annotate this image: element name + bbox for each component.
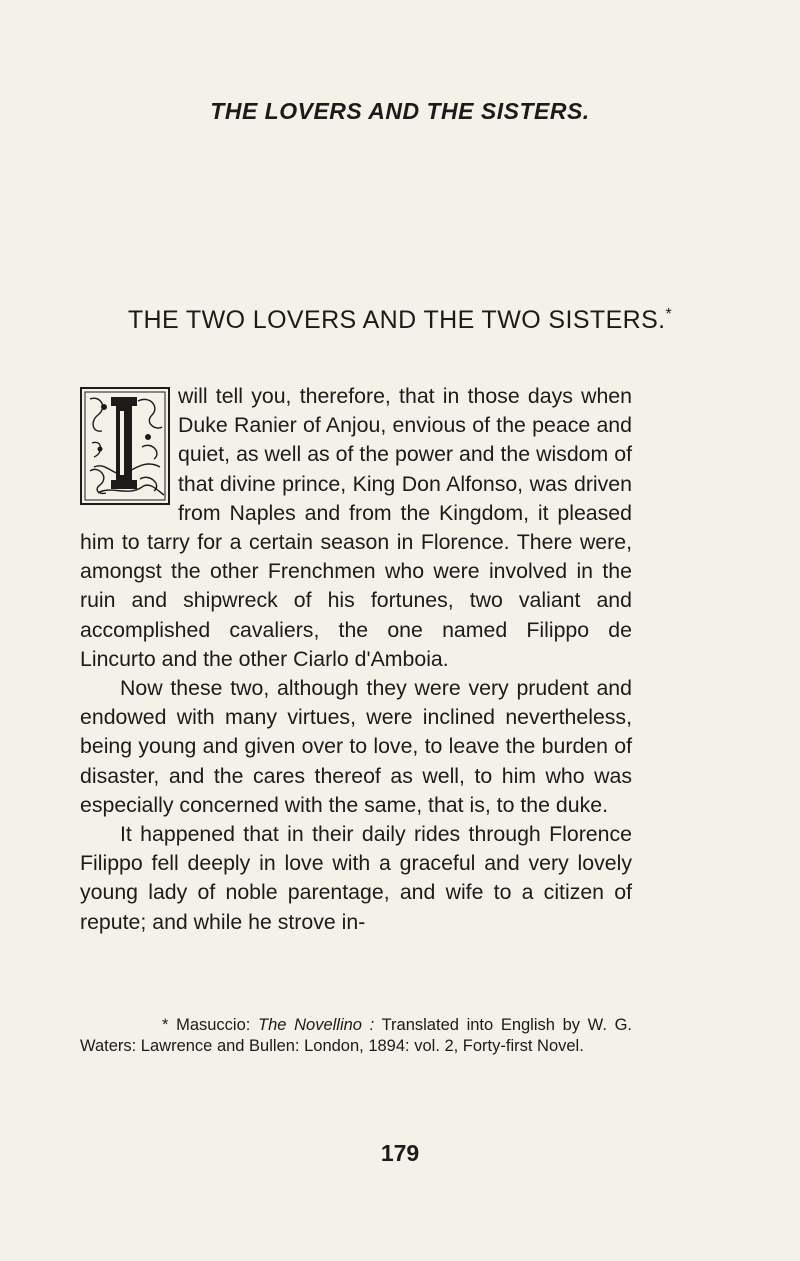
footnote-mark: *	[162, 1016, 169, 1034]
footnote-work: The Novellino :	[258, 1016, 375, 1034]
chapter-title-text: THE TWO LOVERS AND THE TWO SISTERS.	[127, 306, 666, 334]
footnote-citation: Translated into English by W. G. Waters: Lawrence and Bullen: London, 1894: vol. 2, Forty-first Novel.	[80, 1016, 632, 1055]
paragraph-1: will tell you, therefore, that in those days when Duke Ranier of Anjou, envious of the peace and quiet, as well as of the power and the wisdom of that divine prince, King Don Alfonso, was driven from Naples and from the Kingdom, it pleased him to tarry for a certain season in Florence. There were, amongst the other Frenchmen who were involved in the ruin and shipwreck of his fortunes, two valiant and accomplished cavaliers, the one named Filippo de Lincurto and the other Ciarlo d'Amboia.	[80, 384, 632, 671]
footnote	[80, 1015, 632, 1057]
chapter-title	[80, 298, 720, 337]
decorated-initial-i	[80, 387, 170, 505]
body-text	[80, 382, 632, 937]
page-number: 179	[380, 1140, 420, 1166]
paragraph-2: Now these two, although they were very prudent and endowed with many virtues, were inclined nevertheless, being young and given over to love, to leave the burden of disaster, and the cares thereof as well, to him who was especially concerned with the same, that is, to the duke.	[80, 676, 632, 817]
running-head: THE LOVERS AND THE SISTERS.	[210, 98, 590, 124]
footnote-marker: *	[665, 306, 673, 323]
footnote-author: Masuccio:	[176, 1016, 251, 1034]
paragraph-3: It happened that in their daily rides through Florence Filippo fell deeply in love with a graceful and very lovely young lady of noble parentage, and wife to a citizen of repute; and while he strove in-	[80, 822, 632, 934]
